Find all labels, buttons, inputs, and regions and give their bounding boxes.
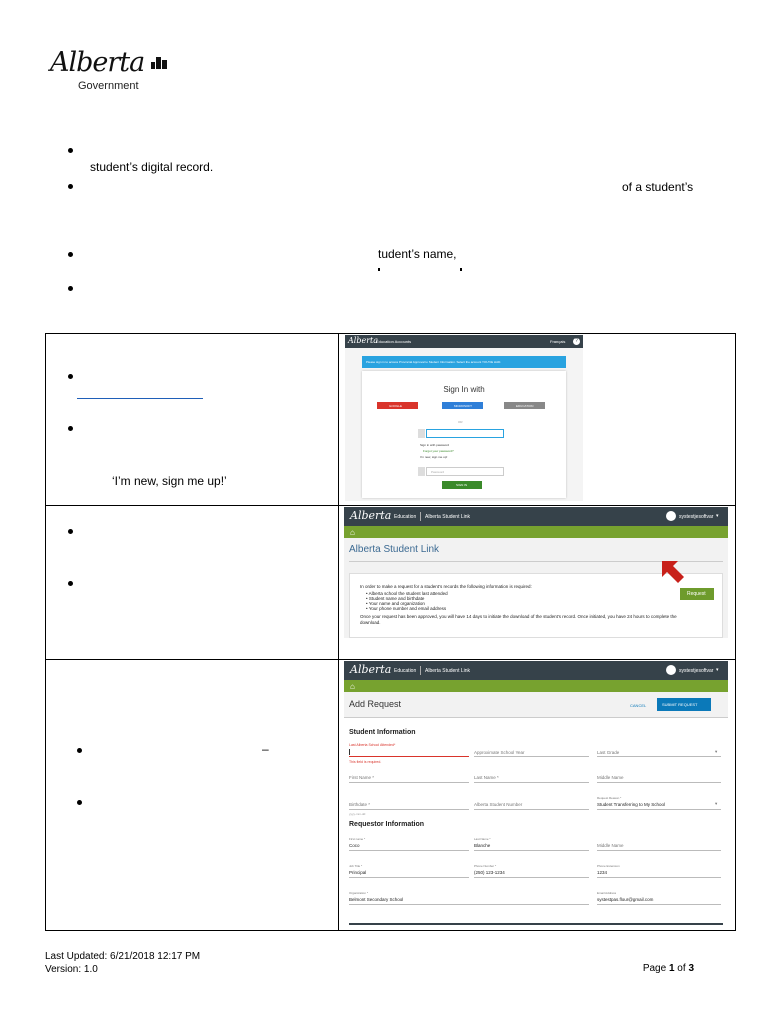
school-year-field[interactable]: Approximate School Year xyxy=(474,750,525,755)
row2-left-cell xyxy=(46,506,339,660)
birthdate-input[interactable] xyxy=(349,809,469,810)
sign-in-heading: Sign In with xyxy=(443,385,485,394)
bullet-icon xyxy=(77,800,82,805)
intro-bullet-3: tudent’s name, xyxy=(378,247,457,261)
last-grade-input[interactable] xyxy=(597,756,721,757)
text-fragment xyxy=(378,268,380,271)
text-fragment xyxy=(460,268,462,271)
bullet-icon xyxy=(77,748,82,753)
or-divider: OR xyxy=(458,420,463,424)
school-error: This field is required. xyxy=(349,760,382,764)
chevron-down-icon[interactable]: ▾ xyxy=(715,801,718,806)
r-last-input[interactable] xyxy=(474,850,589,851)
table-row xyxy=(46,660,736,931)
info-item: • Your phone number and email address xyxy=(366,606,447,611)
student-link-screenshot xyxy=(344,507,728,657)
first-name-input[interactable] xyxy=(349,782,469,783)
app-name: Alberta Student Link xyxy=(425,514,471,520)
chevron-down-icon[interactable]: ▾ xyxy=(716,513,719,519)
lock-icon xyxy=(418,467,425,476)
brand-wordmark: Alberta xyxy=(348,336,378,345)
row3-right-cell xyxy=(339,660,736,931)
student-link-topbar xyxy=(344,507,728,526)
birthdate-field[interactable]: Birthdate * xyxy=(349,802,371,807)
job-label: Job Title * xyxy=(349,864,363,868)
logo-subtitle: Government xyxy=(78,80,139,92)
table-row xyxy=(46,506,736,660)
r-last-label: Last Name * xyxy=(474,837,491,841)
bullet-icon xyxy=(68,374,73,379)
r-first-value[interactable]: Coco xyxy=(349,843,360,848)
r-first-input[interactable] xyxy=(349,850,469,851)
ministry-name: Education xyxy=(394,668,417,674)
email-label: Email Address xyxy=(597,891,617,895)
reason-input[interactable] xyxy=(597,809,721,810)
pointer-arrow-icon xyxy=(660,559,686,585)
cancel-button[interactable]: CANCEL xyxy=(630,703,647,708)
add-request-topbar xyxy=(344,661,728,680)
intro-bullet-1: student’s digital record. xyxy=(90,160,214,174)
alberta-logo xyxy=(50,47,170,95)
r-first-label: First name * xyxy=(349,837,366,841)
middle-name-input[interactable] xyxy=(597,782,721,783)
new-signup-text: ‘I’m new, sign me up!’ xyxy=(112,474,227,488)
action-bar xyxy=(344,692,728,718)
phone-input[interactable] xyxy=(474,877,589,878)
phone-value[interactable]: (250) 123-1234 xyxy=(474,870,505,875)
user-avatar-icon[interactable] xyxy=(666,665,676,675)
info-item: • Alberta school the student last attended xyxy=(366,591,448,596)
ext-label: Phone Extension xyxy=(597,864,620,868)
asn-input[interactable] xyxy=(474,809,589,810)
sign-in-card xyxy=(362,371,566,498)
table-row xyxy=(46,334,736,506)
instruction-table xyxy=(45,333,736,931)
microsoft-button[interactable]: MICROSOFT xyxy=(442,402,483,409)
r-last-value[interactable]: Blanche xyxy=(474,843,491,848)
bullet-icon xyxy=(68,581,73,586)
middle-name-field[interactable]: Middle Name xyxy=(597,775,624,780)
hyperlink-underline[interactable] xyxy=(77,398,203,399)
reason-select[interactable]: Student Transferring to My School xyxy=(597,802,666,807)
r-middle-field[interactable]: Middle Name xyxy=(597,843,624,848)
language-link[interactable]: Français xyxy=(550,339,566,344)
chevron-down-icon[interactable]: ▾ xyxy=(716,667,719,673)
request-button[interactable]: Request xyxy=(680,588,714,600)
dash-separator: – xyxy=(262,742,269,756)
forgot-password-link[interactable]: Forgot your password? xyxy=(423,449,454,453)
bullet-icon xyxy=(68,148,73,153)
row3-left-cell xyxy=(46,660,339,931)
last-name-field[interactable]: Last Name * xyxy=(474,775,499,780)
sign-in-submit-button[interactable]: SIGN IN xyxy=(442,481,482,489)
new-signup-option[interactable]: I’m new, sign me up! xyxy=(420,455,448,459)
logo-flag-icon xyxy=(151,57,167,69)
divider xyxy=(420,512,421,521)
nav-bar xyxy=(344,526,728,538)
sign-in-screenshot xyxy=(345,335,583,501)
app-name: Alberta Student Link xyxy=(425,668,471,674)
bullet-icon xyxy=(68,252,73,257)
birthdate-hint: yyyy-mm-dd xyxy=(349,812,366,816)
school-year-input[interactable] xyxy=(474,756,589,757)
notice-text: Please sign in to access Provincial Approval to Student Information. Select the account YOU'VE HAD. xyxy=(366,360,502,364)
job-input[interactable] xyxy=(349,877,469,878)
ext-input[interactable] xyxy=(597,877,721,878)
reason-label: Request Reason * xyxy=(597,796,622,800)
user-icon xyxy=(418,429,425,438)
user-menu[interactable]: systestjesoftvar xyxy=(679,514,714,520)
bottom-rule xyxy=(349,923,723,925)
first-name-field[interactable]: First Name * xyxy=(349,775,375,780)
page-number: Page 1 of 3 xyxy=(642,963,694,974)
education-button[interactable]: EDUCATION xyxy=(504,402,545,409)
bullet-icon xyxy=(68,184,73,189)
job-value[interactable]: Principal xyxy=(349,870,367,875)
user-menu[interactable]: systestjesoftvar xyxy=(679,668,714,674)
brand-wordmark: Alberta xyxy=(350,663,392,676)
last-updated: Last Updated: 6/21/2018 12:17 PM xyxy=(45,951,201,962)
email-value[interactable]: systestpas.flour@gmail.com xyxy=(597,897,654,902)
app-name: Education Accounts xyxy=(376,339,412,344)
page-title: Alberta Student Link xyxy=(349,544,440,555)
footer-meta xyxy=(45,950,200,976)
org-input[interactable] xyxy=(349,904,589,905)
page-title: Add Request xyxy=(349,699,402,709)
logo-wordmark: Alberta xyxy=(50,47,145,78)
text-cursor xyxy=(349,749,350,755)
submit-request-button[interactable]: SUBMIT REQUEST xyxy=(657,698,711,711)
password-input[interactable]: Password xyxy=(426,467,504,476)
org-label: Organization * xyxy=(349,891,369,895)
chevron-down-icon[interactable]: ▾ xyxy=(715,749,718,754)
nav-bar xyxy=(344,680,728,692)
school-input[interactable] xyxy=(349,756,469,757)
last-grade-field[interactable]: Last Grade xyxy=(597,750,620,755)
row1-right-cell xyxy=(339,334,736,506)
help-icon[interactable]: ? xyxy=(573,338,580,345)
school-label: Last Alberta School Attended* xyxy=(349,743,396,747)
info-note: Once your request has been approved, you will have 14 days to initiate the download of the student’s record. Once initiated, you have 24 hours to complete the download. xyxy=(360,614,677,625)
intro-bullet-2: of a student’s xyxy=(622,180,694,194)
ext-value[interactable]: 1234 xyxy=(597,870,608,875)
version: Version: 1.0 xyxy=(45,964,98,975)
sign-in-topbar xyxy=(345,335,583,348)
ministry-name: Education xyxy=(394,514,417,520)
org-value[interactable]: Belmont Secondary School xyxy=(349,897,404,902)
user-avatar-icon[interactable] xyxy=(666,511,676,521)
student-section-title: Student Information xyxy=(349,729,416,736)
row2-right-cell xyxy=(339,506,736,660)
password-option[interactable]: Sign in with password xyxy=(420,443,450,447)
bullet-icon xyxy=(68,426,73,431)
info-intro: In order to make a request for a student’s records the following information is required: xyxy=(360,584,532,589)
email-input[interactable] xyxy=(426,429,504,438)
r-middle-input[interactable] xyxy=(597,850,721,851)
requestor-section-title: Requestor Information xyxy=(349,821,425,828)
info-item: • Your name and organization xyxy=(366,601,425,606)
home-icon[interactable]: ⌂ xyxy=(350,682,355,691)
google-button[interactable]: GOOGLE xyxy=(377,402,418,409)
notice-banner xyxy=(362,356,566,368)
bullet-icon xyxy=(68,529,73,534)
bullet-icon xyxy=(68,286,73,291)
row1-left-cell xyxy=(46,334,339,506)
email-input[interactable] xyxy=(597,904,721,905)
brand-wordmark: Alberta xyxy=(350,509,392,522)
add-request-screenshot xyxy=(344,661,728,928)
divider xyxy=(420,666,421,675)
content-area xyxy=(344,538,728,638)
phone-label: Phone Number * xyxy=(474,864,497,868)
home-icon[interactable]: ⌂ xyxy=(350,528,355,537)
last-name-input[interactable] xyxy=(474,782,589,783)
info-item: • Student name and birthdate xyxy=(366,596,425,601)
asn-field[interactable]: Alberta Student Number xyxy=(474,802,523,807)
